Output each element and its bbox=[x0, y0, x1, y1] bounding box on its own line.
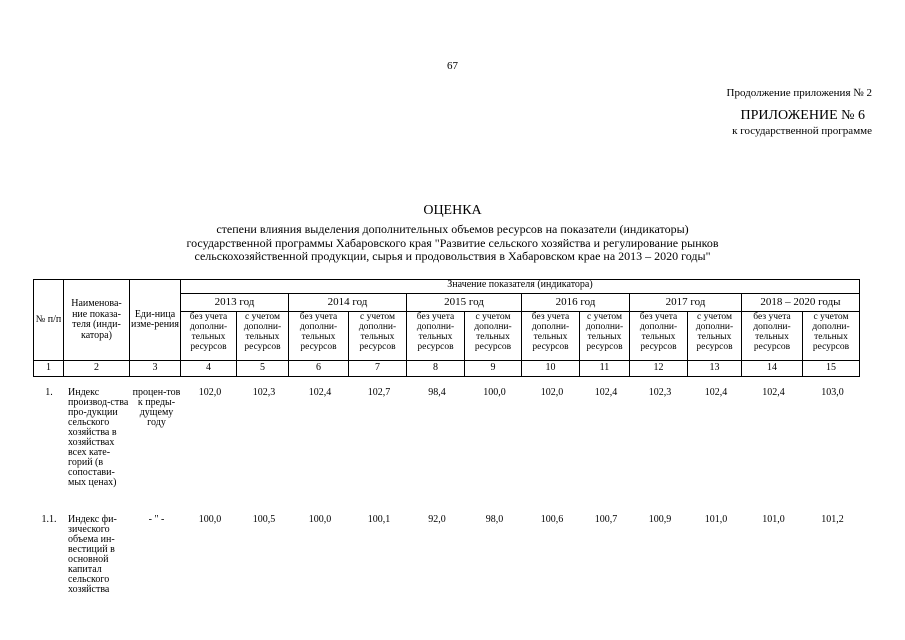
value-cell: 100,6 bbox=[540, 514, 564, 525]
column-number: 10 bbox=[522, 361, 580, 377]
column-number: 9 bbox=[465, 361, 522, 377]
table-row bbox=[33, 388, 861, 515]
subheader-with: с учетом дополни-тельных ресурсов bbox=[237, 312, 289, 361]
value-cell: 102,3 bbox=[252, 387, 276, 398]
column-number: 6 bbox=[289, 361, 349, 377]
row-index: 1.1. bbox=[41, 514, 57, 525]
year-header: 2014 год bbox=[289, 294, 407, 312]
value-cell: 100,7 bbox=[594, 514, 618, 525]
year-header: 2016 год bbox=[522, 294, 630, 312]
value-cell: 100,5 bbox=[252, 514, 276, 525]
value-cell: 102,0 bbox=[198, 387, 222, 398]
column-number: 4 bbox=[181, 361, 237, 377]
value-cell: 101,2 bbox=[821, 514, 844, 525]
table-row bbox=[33, 515, 861, 595]
column-number: 5 bbox=[237, 361, 289, 377]
subheader-without: без учета дополни-тельных ресурсов bbox=[407, 312, 465, 361]
value-cell: 100,0 bbox=[308, 514, 332, 525]
appendix-heading: ПРИЛОЖЕНИЕ № 6 bbox=[740, 108, 865, 123]
value-cell: 102,7 bbox=[367, 387, 391, 398]
value-cell: 100,0 bbox=[483, 387, 506, 398]
column-number: 1 bbox=[34, 361, 64, 377]
indicator-name: Индекс фи-зического объема ин-вестиций в основной капитал сельского хозяйства bbox=[68, 514, 117, 595]
column-number: 7 bbox=[349, 361, 407, 377]
value-cell: 98,0 bbox=[485, 514, 504, 525]
subtitle-line: степени влияния выделения дополнительных объемов ресурсов на показатели (индикаторы) bbox=[216, 222, 689, 236]
subheader-without: без учета дополни-тельных ресурсов bbox=[630, 312, 688, 361]
row-index: 1. bbox=[45, 387, 53, 398]
subheader-with: с учетом дополни-тельных ресурсов bbox=[580, 312, 630, 361]
value-cell: 98,4 bbox=[428, 387, 446, 398]
column-number: 11 bbox=[580, 361, 630, 377]
value-cell: 102,4 bbox=[762, 387, 785, 398]
year-header: 2017 год bbox=[630, 294, 742, 312]
value-cell: 101,0 bbox=[762, 514, 785, 525]
value-cell: 92,0 bbox=[428, 514, 446, 525]
column-number: 2 bbox=[64, 361, 130, 377]
year-header: 2018 – 2020 годы bbox=[742, 294, 860, 312]
subheader-with: с учетом дополни-тельных ресурсов bbox=[688, 312, 742, 361]
value-cell: 101,0 bbox=[704, 514, 728, 525]
subheader-with: с учетом дополни-тельных ресурсов bbox=[803, 312, 860, 361]
appendix-subheading: к государственной программе bbox=[732, 125, 872, 137]
indicator-unit: процен-тов к преды-дущему году bbox=[132, 387, 181, 428]
subheader-with: с учетом дополни-тельных ресурсов bbox=[465, 312, 522, 361]
year-header: 2015 год bbox=[407, 294, 522, 312]
subheader-without: без учета дополни-тельных ресурсов bbox=[181, 312, 237, 361]
subheader-without: без учета дополни-тельных ресурсов bbox=[522, 312, 580, 361]
subheader-without: без учета дополни-тельных ресурсов bbox=[742, 312, 803, 361]
value-cell: 102,4 bbox=[594, 387, 618, 398]
column-number: 3 bbox=[130, 361, 181, 377]
col-header-number: № п/п bbox=[34, 280, 64, 361]
column-number: 14 bbox=[742, 361, 803, 377]
indicator-table-body bbox=[33, 388, 861, 595]
document-subtitle bbox=[0, 223, 905, 264]
column-number: 13 bbox=[688, 361, 742, 377]
value-cell: 103,0 bbox=[821, 387, 844, 398]
indicator-name: Индекс производ-ства про-дукции сельского хозяйства в хозяйствах всех кате-горий (в сопостави-мых ценах) bbox=[68, 387, 129, 488]
column-number: 15 bbox=[803, 361, 860, 377]
value-cell: 100,1 bbox=[367, 514, 391, 525]
year-header: 2013 год bbox=[181, 294, 289, 312]
column-number: 12 bbox=[630, 361, 688, 377]
value-cell: 102,0 bbox=[540, 387, 564, 398]
col-header-unit: Еди-ница изме-рения bbox=[130, 280, 181, 361]
subtitle-line: сельскохозяйственной продукции, сырья и продовольствия в Хабаровском крае на 2013 – 2020 годы" bbox=[194, 249, 711, 263]
col-header-value: Значение показателя (индикатора) bbox=[181, 280, 860, 294]
value-cell: 102,3 bbox=[648, 387, 672, 398]
value-cell: 100,9 bbox=[648, 514, 672, 525]
indicator-unit: - " - bbox=[148, 514, 165, 525]
value-cell: 102,4 bbox=[308, 387, 332, 398]
value-cell: 102,4 bbox=[704, 387, 728, 398]
subheader-without: без учета дополни-тельных ресурсов bbox=[289, 312, 349, 361]
document-title: ОЦЕНКА bbox=[423, 203, 482, 218]
column-number: 8 bbox=[407, 361, 465, 377]
subtitle-line: государственной программы Хабаровского края "Развитие сельского хозяйства и регулирование рынков bbox=[186, 235, 719, 250]
indicator-table-header bbox=[33, 279, 860, 377]
subheader-with: с учетом дополни-тельных ресурсов bbox=[349, 312, 407, 361]
col-header-name: Наименова-ние показа-теля (инди-катора) bbox=[64, 280, 130, 361]
value-cell: 100,0 bbox=[198, 514, 222, 525]
page-number: 67 bbox=[447, 60, 458, 72]
continuation-note: Продолжение приложения № 2 bbox=[726, 87, 872, 99]
